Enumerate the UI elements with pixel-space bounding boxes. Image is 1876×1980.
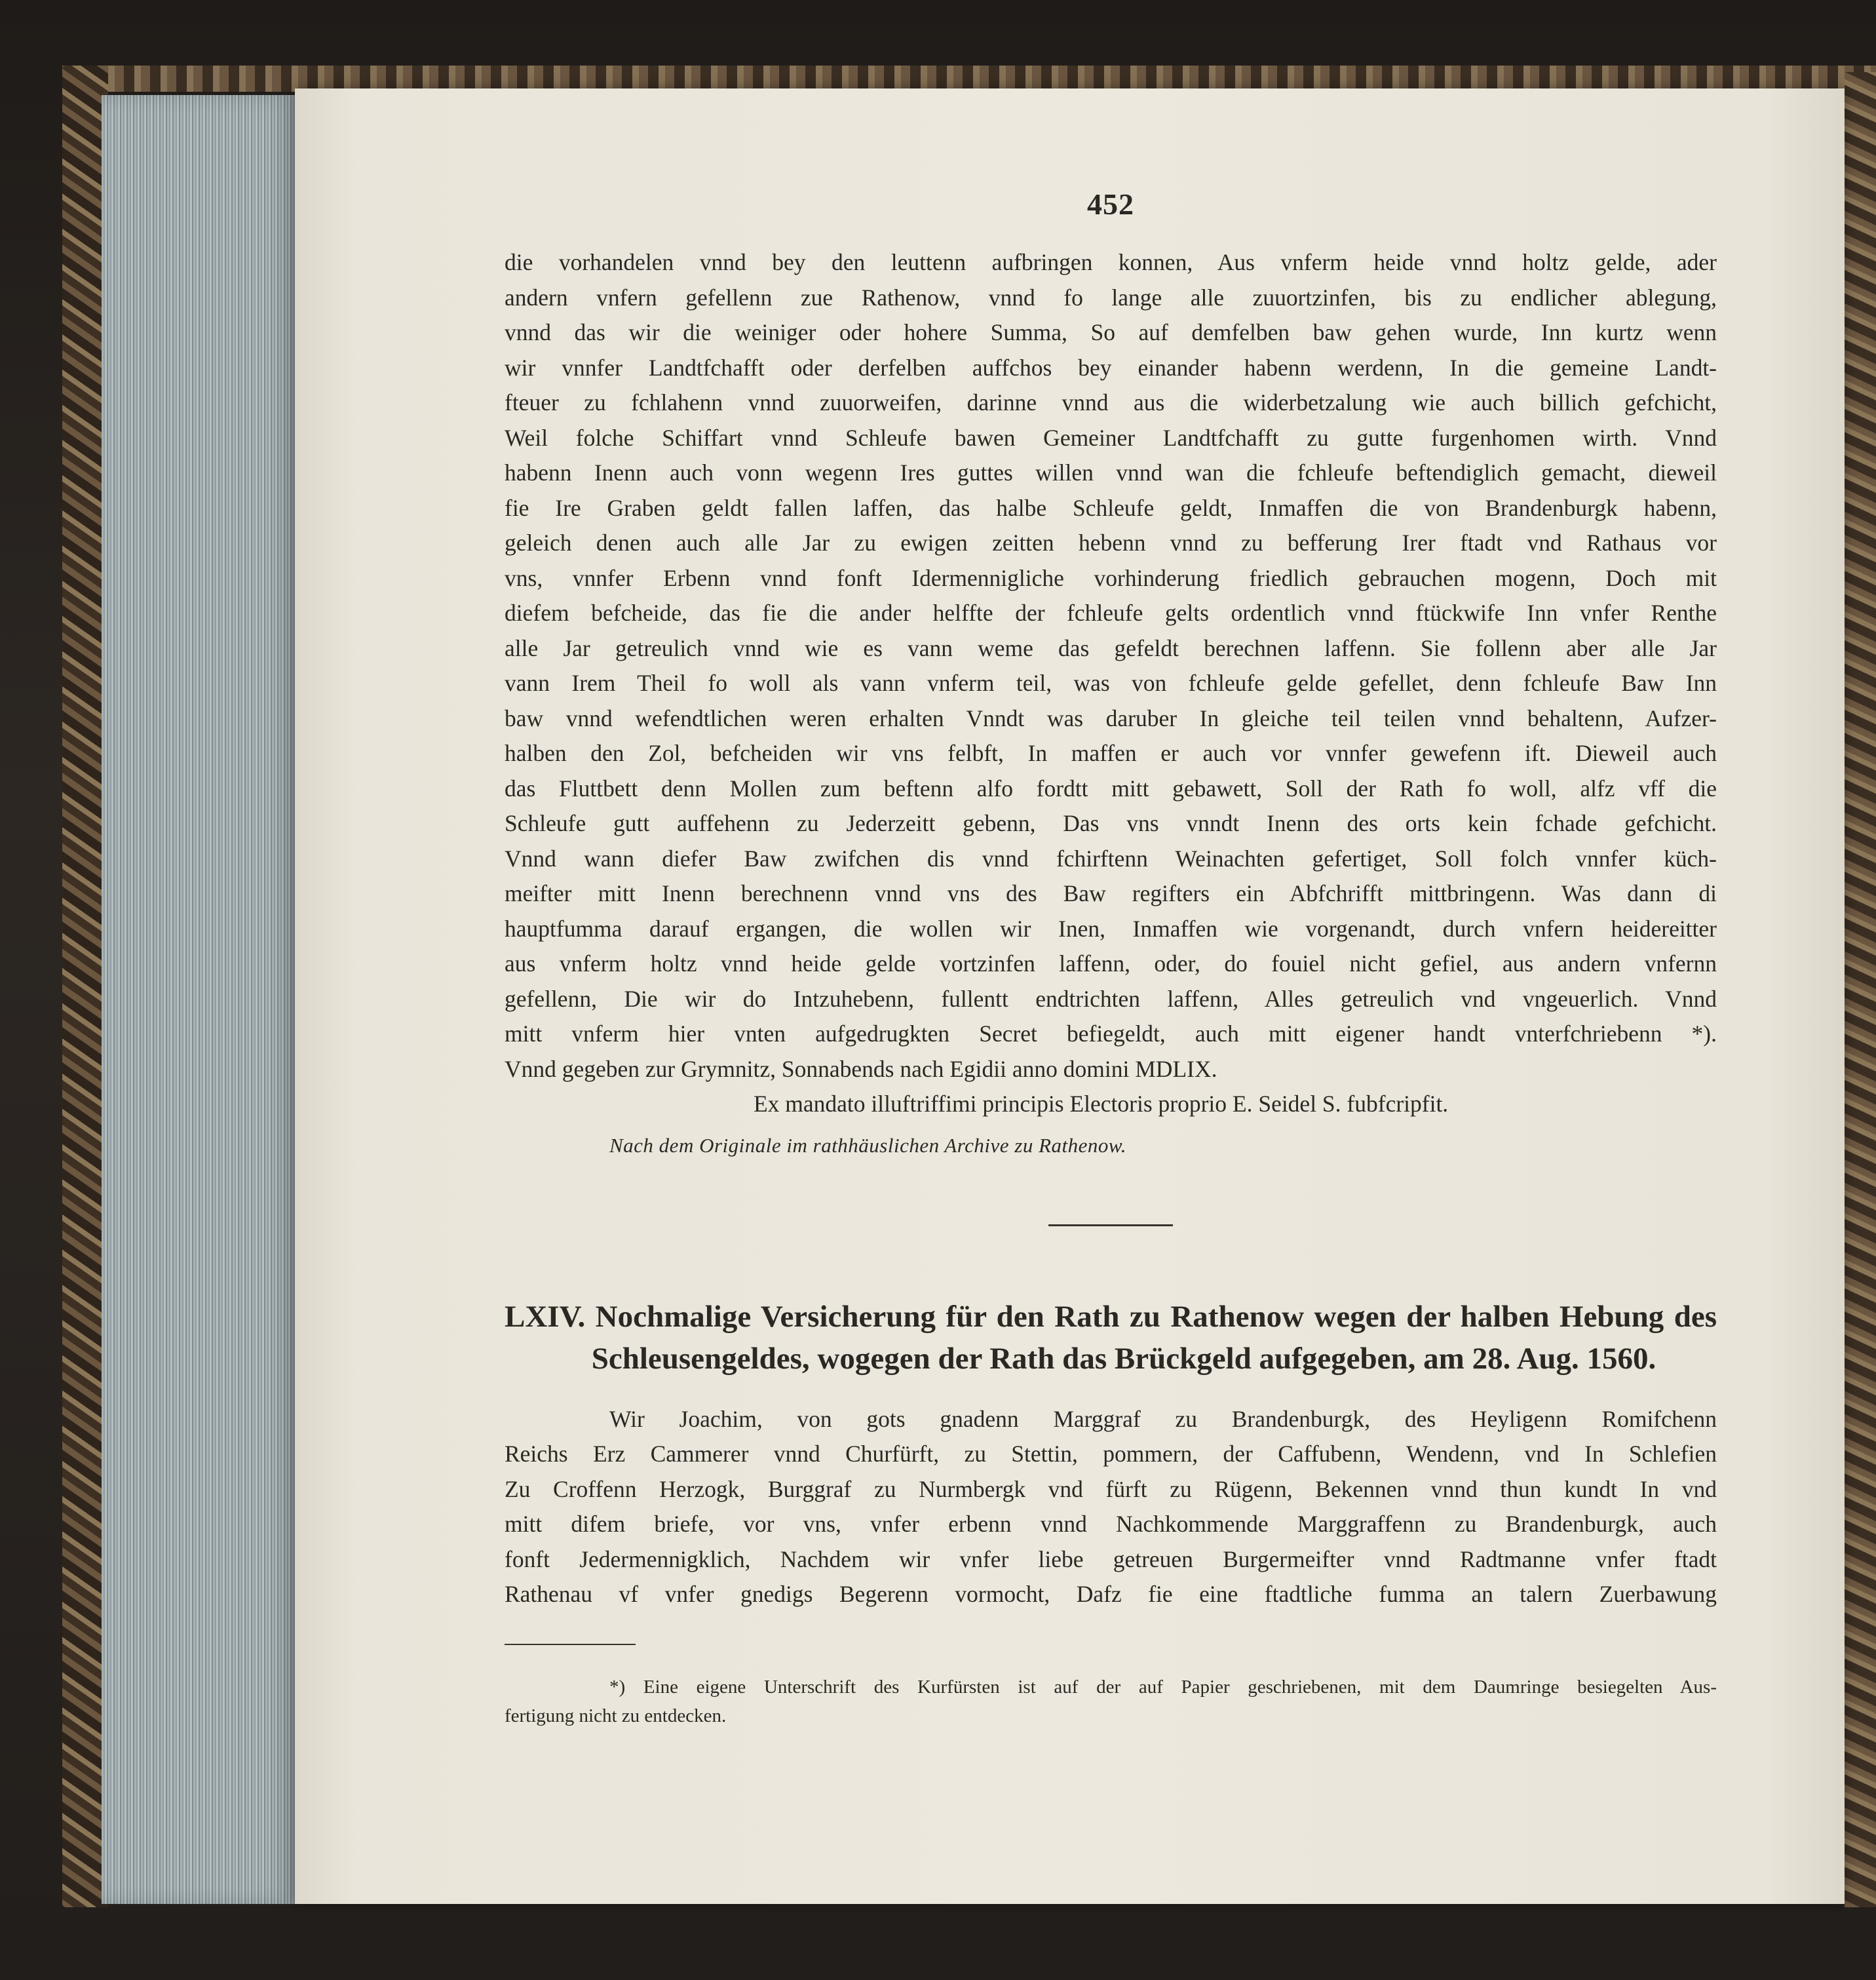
document-text: [505, 245, 1717, 1087]
text-line: fie Ire Graben geldt fallen laffen, das halbe Schleufe geldt, Inmaffen die von Brandenburgk habenn,: [505, 494, 1717, 521]
footnote-rule: [505, 1644, 636, 1645]
page-number: 452: [1087, 187, 1134, 221]
text-line: Rathenau vf vnfer gnedigs Begerenn vormocht, Dafz fie eine ftadtliche fumma an talern Zuerbawung: [505, 1581, 1717, 1607]
text-line: vns, vnnfer Erbenn vnnd fonft Idermennigliche vorhinderung friedlich gebrauchen mogenn, Doch mit: [505, 564, 1717, 591]
text-line: die vorhandelen vnnd bey den leuttenn aufbringen konnen, Aus vnferm heide vnnd holtz gelde, ader: [505, 249, 1717, 275]
text-line: halben den Zol, befcheiden wir vns felbft, In maffen er auch vor vnnfer gewefenn ift. Dieweil auch: [505, 740, 1717, 766]
book-cover-right: [1845, 72, 1876, 1907]
text-line: wir vnnfer Landtfchafft oder derfelben auffchos bey einander habenn werdenn, In die gemeine Landt-: [505, 354, 1717, 381]
book-cover-top: [62, 66, 1876, 92]
text-line: alle Jar getreulich vnnd wie es vann weme das gefeldt berechnen laffenn. Sie follenn aber alle Jar: [505, 634, 1717, 661]
text-line: mitt difem briefe, vor vns, vnfer erbenn vnnd Nachkommende Marggraffenn zu Brandenburgk, auch: [505, 1511, 1717, 1537]
source-note: Nach dem Originale im rathhäuslichen Archive zu Rathenow.: [609, 1133, 1127, 1157]
text-line: geleich denen auch alle Jar zu ewigen zeitten hebenn vnnd zu befferung Irer ftadt vnd Rathaus vor: [505, 530, 1717, 556]
text-line: das Fluttbett denn Mollen zum beftenn alfo fordtt mitt gebawett, Soll der Rath fo woll, alfz vff die: [505, 775, 1717, 802]
text-line: mitt vnferm hier vnten aufgedrugkten Secret befiegeldt, auch mitt eigener handt vnterfchriebenn *).: [505, 1020, 1717, 1047]
text-line: diefem befcheide, das fie die ander helffte der fchleufe gelts ordentlich vnnd ftückwife Inn vnfer Renthe: [505, 600, 1717, 626]
section-title-part-1: Nochmalige Versicherung für den Rath zu Rathenow wegen der halben Hebung des: [595, 1299, 1717, 1334]
footnote: [505, 1673, 1717, 1730]
book-page: [295, 88, 1845, 1904]
text-line: vann Irem Theil fo woll als vann vnferm teil, was von fchleufe gelde gefellet, denn fchleufe Baw Inn: [505, 670, 1717, 696]
page-content: [505, 187, 1717, 1730]
text-line: baw vnnd wefendtlichen weren erhalten Vnndt was daruber In gleiche teil teilen vnnd behaltenn, Aufzer-: [505, 705, 1717, 731]
text-line: aus vnferm holtz vnnd heide gelde vortzinfen laffenn, oder, do fouiel nicht gefiel, aus andern vnfernn: [505, 950, 1717, 977]
section-heading-line-1: [505, 1296, 1717, 1338]
text-line: gefellenn, Die wir do Intzuhebenn, fullentt endtrichten laffenn, Alles getreulich vnd vngeuerlich. Vnnd: [505, 985, 1717, 1012]
text-line: andern vnfern gefellenn zue Rathenow, vnnd fo lange alle zuuortzinfen, bis zu endlicher ablegung,: [505, 284, 1717, 311]
text-line: Vnnd wann diefer Baw zwifchen dis vnnd fchirftenn Weinachten gefertiget, Soll folch vnnfer küch-: [505, 845, 1717, 872]
text-line: Zu Croffenn Herzogk, Burggraf zu Nurmbergk vnd fürft zu Rügenn, Bekennen vnnd thun kundt In vnd: [505, 1475, 1717, 1502]
section-number: LXIV.: [505, 1299, 586, 1334]
text-line: hauptfumma darauf ergangen, die wollen wir Inen, Inmaffen wie vorgenandt, durch vnfern heidereitter: [505, 915, 1717, 942]
signature-line: Ex mandato illuftriffimi principis Electoris proprio E. Seidel S. fubfcripfit.: [754, 1091, 1449, 1117]
text-line: Vnnd gegeben zur Grymnitz, Sonnabends nach Egidii anno domini MDLIX.: [505, 1055, 1217, 1082]
text-line: fteuer zu fchlahenn vnnd zuuorweifen, darinne vnnd aus die widerbetzalung wie auch billich gefchicht,: [505, 389, 1717, 416]
text-line: meifter mitt Inenn berechnenn vnnd vns des Baw regifters ein Abfchrifft mittbringenn. Was dann di: [505, 880, 1717, 906]
section-divider: [1048, 1224, 1173, 1226]
text-line: vnnd das wir die weiniger oder hohere Summa, So auf demfelben baw gehen wurde, Inn kurtz wenn: [505, 319, 1717, 345]
section-heading-line-2: Schleusengeldes, wogegen der Rath das Brückgeld aufgegeben, am 28. Aug. 1560.: [591, 1341, 1656, 1376]
text-line: Weil folche Schiffart vnnd Schleufe bawen Gemeiner Landtfchafft zu gutte furgenhomen wirth. Vnnd: [505, 424, 1717, 451]
footnote-line: fertigung nicht zu entdecken.: [505, 1705, 727, 1726]
footnote-line: *) Eine eigene Unterschrift des Kurfürsten ist auf der auf Papier geschriebenen, mit dem Daumringe besiegelten Aus-: [609, 1676, 1717, 1698]
text-line: Schleufe gutt auffehenn zu Jederzeitt gebenn, Das vns vnndt Inenn des orts kein fchade gefchicht.: [505, 810, 1717, 836]
text-line: Reichs Erz Cammerer vnnd Churfürft, zu Stettin, pommern, der Caffubenn, Wendenn, vnd In Schlefien: [505, 1441, 1717, 1467]
text-line: habenn Inenn auch vonn wegenn Ires guttes willen vnnd wan die fchleufe beftendiglich gemacht, dieweil: [505, 459, 1717, 486]
section-body-text: [505, 1402, 1717, 1612]
text-line: fonft Jedermennigklich, Nachdem wir vnfer liebe getreuen Burgermeifter vnnd Radtmanne vnfer ftadt: [505, 1545, 1717, 1572]
page-fore-edge: [102, 95, 295, 1904]
text-line: Wir Joachim, von gots gnadenn Marggraf zu Brandenburgk, des Heyligenn Romifchenn: [609, 1405, 1717, 1432]
